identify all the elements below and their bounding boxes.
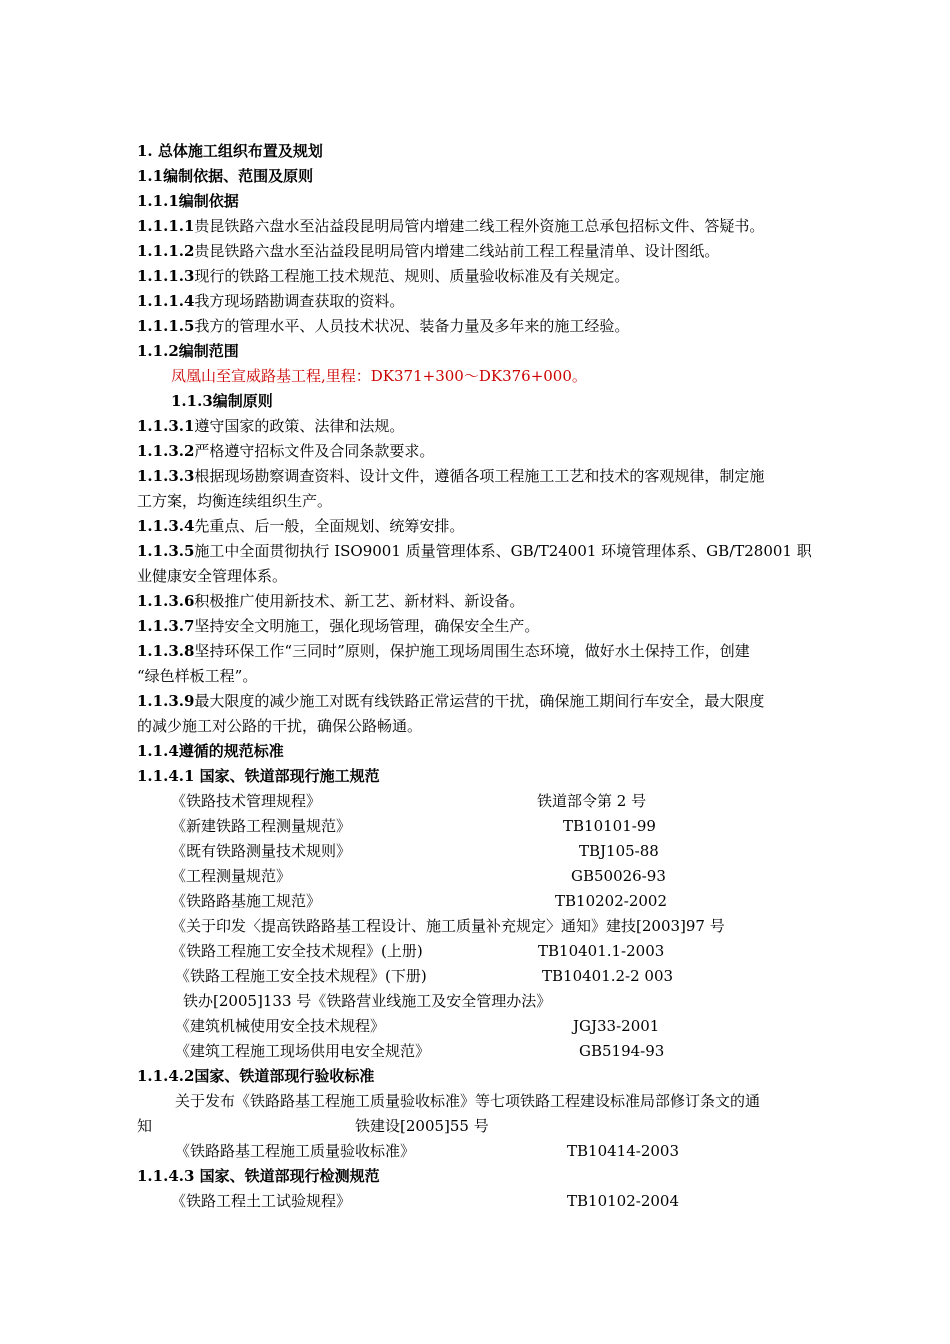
section-1-1-3-heading: 1.1.3编制原则 bbox=[171, 392, 273, 410]
standard-row bbox=[137, 1189, 837, 1214]
standard-title: 《铁路工程施工安全技术规程》(下册) bbox=[175, 967, 427, 985]
standard-title: 《铁路工程土工试验规程》 bbox=[171, 1192, 352, 1210]
standard-code: TB10401.1-2003 bbox=[538, 942, 665, 960]
standard-title: 《铁路工程施工安全技术规程》(上册) bbox=[171, 942, 423, 960]
standard-title: 《既有铁路测量技术规则》 bbox=[171, 842, 352, 860]
standard-row bbox=[137, 939, 837, 964]
standard-row bbox=[137, 989, 837, 1014]
standard-title: 铁办[2005]133 号《铁路营业线施工及安全管理办法》 bbox=[183, 992, 552, 1010]
item-1-1-3-5: 1.1.3.5施工中全面贯彻执行 ISO9001 质量管理体系、GB/T24001 环境管理体系、GB/T28001 职 bbox=[137, 542, 812, 560]
standard-row bbox=[137, 864, 837, 889]
item-1-1-3-9: 1.1.3.9最大限度的减少施工对既有线铁路正常运营的干扰，确保施工期间行车安全，最大限度 bbox=[137, 692, 765, 710]
item-1-1-3-6: 1.1.3.6积极推广使用新技术、新工艺、新材料、新设备。 bbox=[137, 592, 525, 610]
standard-title: 《建筑机械使用安全技术规程》 bbox=[175, 1017, 386, 1035]
section-1-heading: 1. 总体施工组织布置及规划 bbox=[137, 142, 323, 160]
section-1-1-4-1-heading: 1.1.4.1 国家、铁道部现行施工规范 bbox=[137, 767, 380, 785]
standard-title: 《铁路路基施工规范》 bbox=[171, 892, 322, 910]
acceptance-notice-line: 关于发布《铁路路基工程施工质量验收标准》等七项铁路工程建设标准局部修订条文的通 bbox=[175, 1092, 761, 1110]
standard-code: TB10401.2-2 003 bbox=[542, 967, 674, 985]
standard-code: GB50026-93 bbox=[571, 867, 666, 885]
standard-code: JGJ33-2001 bbox=[573, 1017, 660, 1035]
item-1-1-3-7: 1.1.3.7坚持安全文明施工，强化现场管理，确保安全生产。 bbox=[137, 617, 540, 635]
item-1-1-1-1: 1.1.1.1贵昆铁路六盘水至沾益段昆明局管内增建二线工程外资施工总承包招标文件、答疑书。 bbox=[137, 217, 765, 235]
acceptance-notice-line-2: 知 铁建设[2005]55 号 bbox=[137, 1114, 837, 1139]
item-1-1-3-2: 1.1.3.2严格遵守招标文件及合同条款要求。 bbox=[137, 442, 435, 460]
item-1-1-3-8: 1.1.3.8坚持环保工作“三同时”原则，保护施工现场周围生态环境，做好水土保持工作，创建 bbox=[137, 642, 750, 660]
item-1-1-1-5: 1.1.1.5我方的管理水平、人员技术状况、装备力量及多年来的施工经验。 bbox=[137, 317, 630, 335]
standard-title: 《新建铁路工程测量规范》 bbox=[171, 817, 352, 835]
standard-title: 《工程测量规范》 bbox=[171, 867, 292, 885]
standard-code: TB10102-2004 bbox=[567, 1192, 679, 1210]
item-1-1-3-9-cont: 的减少施工对公路的干扰，确保公路畅通。 bbox=[137, 717, 423, 735]
standard-row bbox=[137, 914, 837, 939]
standard-code: 铁道部令第 2 号 bbox=[537, 792, 647, 810]
standard-code: 铁建设[2005]55 号 bbox=[355, 1117, 489, 1135]
standard-row bbox=[137, 1039, 837, 1064]
standard-title: 《铁路路基工程施工质量验收标准》 bbox=[175, 1142, 416, 1160]
item-1-1-1-3: 1.1.1.3现行的铁路工程施工技术规范、规则、质量验收标准及有关规定。 bbox=[137, 267, 630, 285]
standard-code: TB10101-99 bbox=[563, 817, 656, 835]
standard-title: 《建筑工程施工现场供用电安全规范》 bbox=[175, 1042, 431, 1060]
section-1-1-2-heading: 1.1.2编制范围 bbox=[137, 342, 239, 360]
document-body bbox=[137, 139, 837, 1214]
standard-row bbox=[137, 839, 837, 864]
scope-text: 凤凰山至宣威路基工程,里程：DK371+300～DK376+000。 bbox=[171, 367, 587, 385]
item-1-1-1-4: 1.1.1.4我方现场踏勘调查获取的资料。 bbox=[137, 292, 405, 310]
standard-row bbox=[137, 964, 837, 989]
standard-code: TBJ105-88 bbox=[579, 842, 659, 860]
item-1-1-3-1: 1.1.3.1遵守国家的政策、法律和法规。 bbox=[137, 417, 405, 435]
standard-row bbox=[137, 1014, 837, 1039]
item-1-1-3-3: 1.1.3.3根据现场勘察调查资料、设计文件，遵循各项工程施工工艺和技术的客观规律，制定施 bbox=[137, 467, 765, 485]
standard-code: TB10414-2003 bbox=[567, 1142, 679, 1160]
standard-title: 《铁路技术管理规程》 bbox=[171, 792, 322, 810]
standard-row bbox=[137, 889, 837, 914]
standard-row bbox=[137, 814, 837, 839]
section-1-1-4-heading: 1.1.4遵循的规范标准 bbox=[137, 742, 284, 760]
section-1-1-1-heading: 1.1.1编制依据 bbox=[137, 192, 239, 210]
section-1-1-heading: 1.1编制依据、范围及原则 bbox=[137, 167, 314, 185]
standard-code: TB10202-2002 bbox=[555, 892, 667, 910]
item-1-1-3-8-cont: “绿色样板工程”。 bbox=[137, 667, 258, 685]
standard-title: 《关于印发〈提高铁路路基工程设计、施工质量补充规定〉通知》建技[2003]97 号 bbox=[171, 917, 725, 935]
item-1-1-3-4: 1.1.3.4先重点、后一般，全面规划、统筹安排。 bbox=[137, 517, 465, 535]
section-1-1-4-3-heading: 1.1.4.3 国家、铁道部现行检测规范 bbox=[137, 1167, 380, 1185]
item-1-1-1-2: 1.1.1.2贵昆铁路六盘水至沾益段昆明局管内增建二线站前工程工程量清单、设计图纸。 bbox=[137, 242, 720, 260]
standard-code: GB5194-93 bbox=[579, 1042, 665, 1060]
item-1-1-3-5-cont: 业健康安全管理体系。 bbox=[137, 567, 288, 585]
standard-row bbox=[137, 789, 837, 814]
item-1-1-3-3-cont: 工方案，均衡连续组织生产。 bbox=[137, 492, 333, 510]
standard-row bbox=[137, 1139, 837, 1164]
section-1-1-4-2-heading: 1.1.4.2国家、铁道部现行验收标准 bbox=[137, 1067, 375, 1085]
